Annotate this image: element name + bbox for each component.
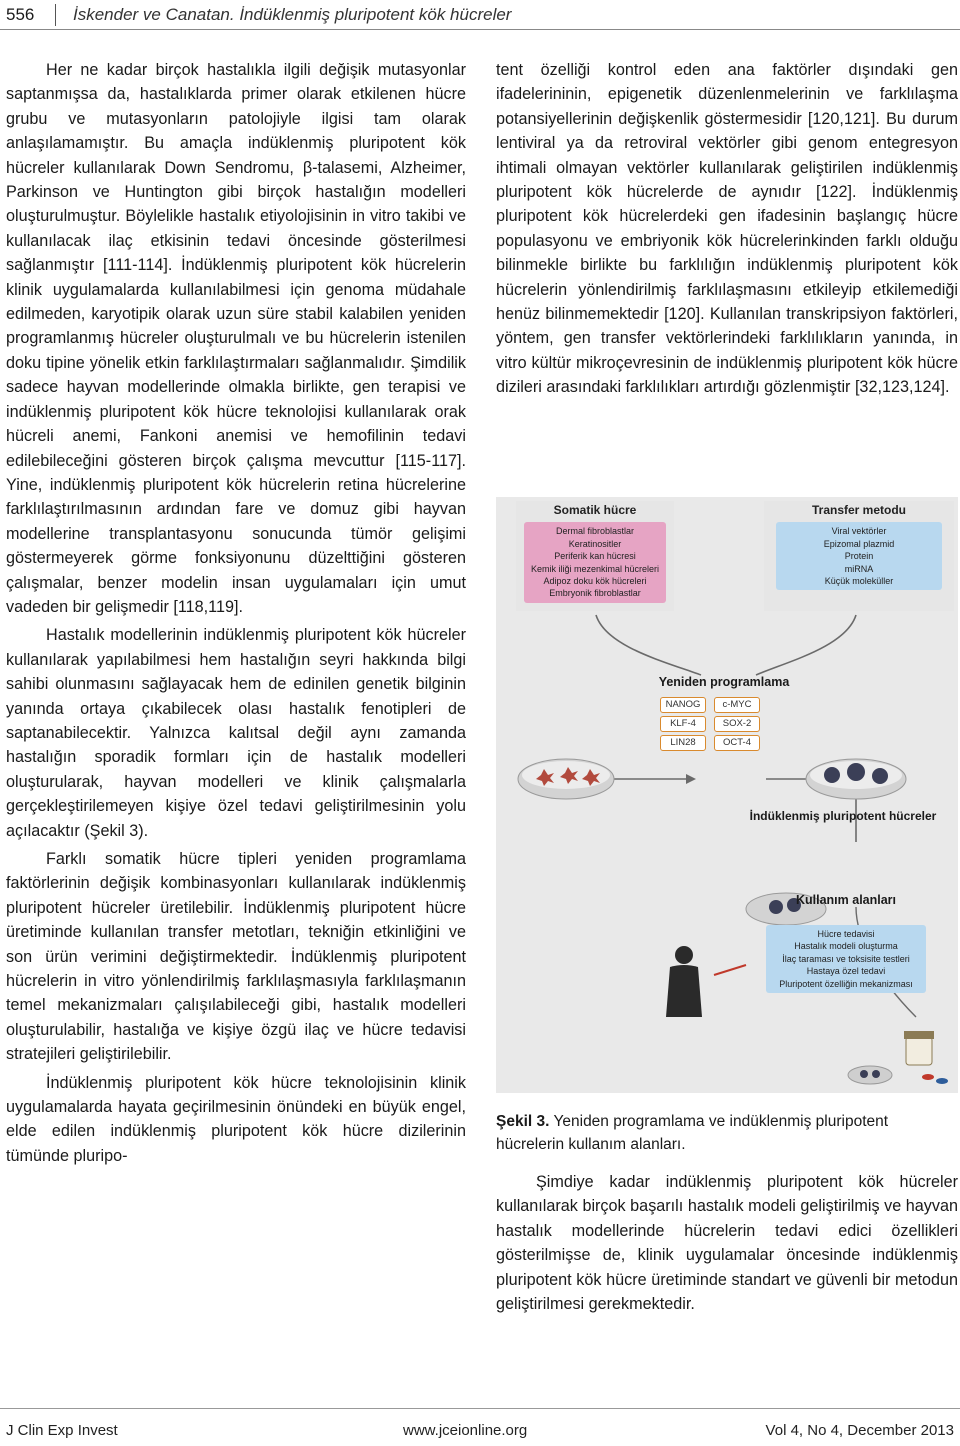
pill: [922, 1074, 934, 1080]
caption-text: Yeniden programlama ve indüklenmiş pluripotent hücrelerin kullanım alanları.: [496, 1113, 889, 1153]
reprog-title: Yeniden programlama: [658, 675, 790, 689]
journal-name: J Clin Exp Invest: [6, 1422, 118, 1439]
paragraph: Şimdiye kadar indüklenmiş pluripotent kök hücreler kullanılarak birçok başarılı hastalık modeli geliştirilmiş ve hayvan hastalık modellerinde hücrelerin tedavi edici özellikleri gösterilmişse de, klinik uygulamalar öncesinde indüklenmiş pluripotent kök hücre üretiminde standart ve güvenli bir metodun geliştirilmesi gerekmektedir.: [496, 1173, 958, 1314]
right-column-top: [496, 58, 958, 400]
factor-tag: SOX-2: [714, 716, 760, 732]
somatic-item: Adipoz doku kök hücreleri: [543, 576, 647, 587]
pill: [936, 1078, 948, 1084]
usage-title: Kullanım alanları: [795, 893, 897, 907]
header-rule: [0, 29, 960, 30]
figure-caption: [496, 1110, 958, 1156]
figure-3: [496, 497, 958, 1093]
factor-tag: OCT-4: [714, 735, 760, 751]
page-number: 556: [6, 5, 35, 24]
paragraph: tent özelliği kontrol eden ana faktörler dışındaki gen ifadelerininin, epigenetik düzenlenmelerinin ve farklılaşma potansiyellerinin değişkenlik göstermesidir [120,121]. Bu durum lentiviral ya da retroviral vektörler gibi genom entegresyon ihtimali olmayan vektörler kullanılarak geliştirilen indüklenmiş pluripotent kök hücrelerde de aynıdır [122]. İndüklenmiş pluripotent kök hücrelerdeki gen ifadesinin başlangıç hücre populasyonu ve embriyonik kök hücrelerinkinden farklı olduğu bilinmekle birlikte bu farklılığın indüklenmiş pluripotent kök hücrelerin yönlendirilmiş farklılaşmasını etkileyip etkilemediği henüz bilinmemektedir [120]. Kullanılan transkripsiyon faktörleri, yöntem, gen transfer vektörlerindeki farklılıkların yanında, in vitro kültür mikroçevresinin de indüklenmiş pluripotent kök hücre dizileri arasındaki farklılıkları artırdığı gözlenmiştir [32,123,124].: [496, 61, 958, 397]
ips-colony: [824, 767, 840, 783]
usage-item: Hücre tedavisi: [817, 929, 875, 939]
person-body: [666, 965, 702, 1017]
running-title: İskender ve Canatan. İndüklenmiş pluripotent kök hücreler: [73, 5, 512, 24]
somatic-item: Dermal fibroblastlar: [555, 526, 635, 537]
ips-colony: [872, 1070, 880, 1078]
factor-tag: LIN28: [660, 735, 706, 751]
somatic-item: Embryonik fibroblastlar: [549, 588, 641, 599]
caption-label: Şekil 3.: [496, 1113, 550, 1130]
paragraph: İndüklenmiş pluripotent kök hücre teknolojisinin klinik uygulamalarda hayata geçirilmesinin önündeki en büyük engel, elde edilen indüklenmiş pluripotent kök hücre dizilerinin tümünde pluripo-: [6, 1073, 466, 1165]
transfer-item: miRNA: [844, 563, 874, 574]
arrow-transfer: [756, 615, 856, 675]
factor-tag: NANOG: [660, 697, 706, 713]
usage-item: Hastalık modeli oluşturma: [794, 941, 898, 952]
ips-colony: [847, 763, 865, 781]
usage-item: İlaç taraması ve toksisite testleri: [782, 953, 910, 964]
right-column-bottom: [496, 1170, 958, 1316]
usage-item: Hastaya özel tedavi: [806, 966, 886, 977]
usage-item: Pluripotent özelliğin mekanizması: [779, 978, 913, 989]
somatic-title: Somatik hücre: [553, 503, 637, 517]
pill-bottle-cap: [904, 1031, 934, 1039]
footer-rule: [0, 1408, 960, 1409]
journal-url[interactable]: www.jceionline.org: [403, 1422, 528, 1439]
pill-bottle: [906, 1037, 932, 1065]
left-column: [6, 58, 466, 1168]
paragraph: Hastalık modellerinin indüklenmiş pluripotent kök hücreler kullanılarak yapılabilmesi hem hastalığın seyri hakkında bilgi sahibi olunmasını sağlayacak hem de edinilen genetik bilginin yanında ortaya çıkabilecek olası hastalık fenotipleri de saptanabilecektir. Yalnızca kalıtsal değil aynı zamanda hastalığın sporadik formları için de hastalık modelleri oluşturularak, hayvan modelleri ve klinik çalışmalarla gerçekleştirilemeyen kişiye özel tedavi geliştirilmesinin yolu açılacaktır (Şekil 3).: [6, 626, 466, 840]
arrowhead-reprog: [686, 774, 696, 784]
transfer-title: Transfer metodu: [811, 503, 907, 517]
somatic-item: Periferik kan hücresi: [554, 551, 636, 562]
transfer-item: Küçük moleküller: [824, 576, 894, 587]
header-divider: [55, 4, 56, 26]
somatic-item: Keratinositler: [568, 538, 622, 549]
volume-info: Vol 4, No 4, December 2013: [765, 1422, 954, 1439]
transfer-item: Viral vektörler: [831, 526, 887, 537]
factor-tag: KLF-4: [660, 716, 706, 732]
person-head: [675, 946, 693, 964]
page-header: [0, 0, 960, 30]
figure-connectors: [496, 497, 958, 1093]
paragraph: Her ne kadar birçok hastalıkla ilgili değişik mutasyonlar saptanmışsa da, hastalıklarda primer olarak etkilenen hücre grubu ve mutasyonların patolojiyle ilgisi tam olarak anlaşılamamıştır. Bu amaçla indüklenmiş pluripotent kök hücreler kullanılarak Down Sendromu, β-talasemi, Alzheimer, Parkinson ve Huntington gibi birçok hastalığın modelleri oluşturulmuştur. Böylelikle hastalık etiyolojisinin in vitro takibi ve kullanılacak ilaç etkisinin tedavi öncesinde gösterilmesi sağlanmıştır [111-114]. İndüklenmiş pluripotent kök hücrelerin klinik uygulamalarda kullanılabilmesi için genoma müdahale edilmeden, karyotipik olarak uzun süre stabil kalabilen yeniden programlanmış hücreler oluşturulmalı ve bu hücrelerin istenilen doku tipine yönelik etkin farklılaştırmaları sağlanmalıdır. Şimdilik sadece hayvan modellerinde olmakla birlikte, gen terapisi ve indüklenmiş pluripotent kök hücre teknolojisi kullanılarak orak hücreli anemi, Fankoni anemisi ve hemofilinin tedavi edilebileceğini gösteren birçok çalışma mevcuttur [115-117]. Yine, indüklenmiş pluripotent kök hücrelerin retina hücrelerine farklılaştırılmasının ardından fare ve domuz gibi hayvan modellerine transplantasyonu sonucunda tümör gelişimi göstermeyerek görme fonksiyonunu düzelttiğini gösteren çalışmalar, benzer modelin insan uygulamaları için umut vadeden bir gelişmedir [118,119].: [6, 61, 466, 616]
small-dish: [848, 1066, 892, 1084]
arrow-somatic: [596, 615, 701, 675]
ips-colony: [872, 768, 888, 784]
transfer-item: Protein: [844, 551, 874, 562]
usage-list: [766, 925, 926, 993]
syringe: [714, 965, 746, 975]
transfer-item: Epizomal plazmid: [823, 538, 895, 549]
ips-title: İndüklenmiş pluripotent hücreler: [749, 809, 937, 823]
somatic-item: Kemik iliği mezenkimal hücreleri: [530, 563, 660, 574]
factor-tag: c-MYC: [714, 697, 760, 713]
page-footer: [0, 1408, 960, 1446]
ips-colony: [860, 1070, 868, 1078]
paragraph: Farklı somatik hücre tipleri yeniden programlama faktörlerinin değişik kombinasyonları kullanılarak indüklenmiş pluripotent hücreler üretilebilir. İndüklenmiş pluripotent hücre üretiminde kullanılan transfer metotları, tekniğin etkinliğini ve son ürün verimini değiştirmektedir. İndüklenmiş pluripotent hücrelerin in vitro yönlendirilmiş farklılaşmasıyla farklılaşmanın temel mekanizmaları çalışılabileceği gibi, hastalık modelleri oluşturulabilir, hastalığa ve kişiye özgü ilaç ve hücre tedavisi stratejileri geliştirilebilir.: [6, 850, 466, 1064]
